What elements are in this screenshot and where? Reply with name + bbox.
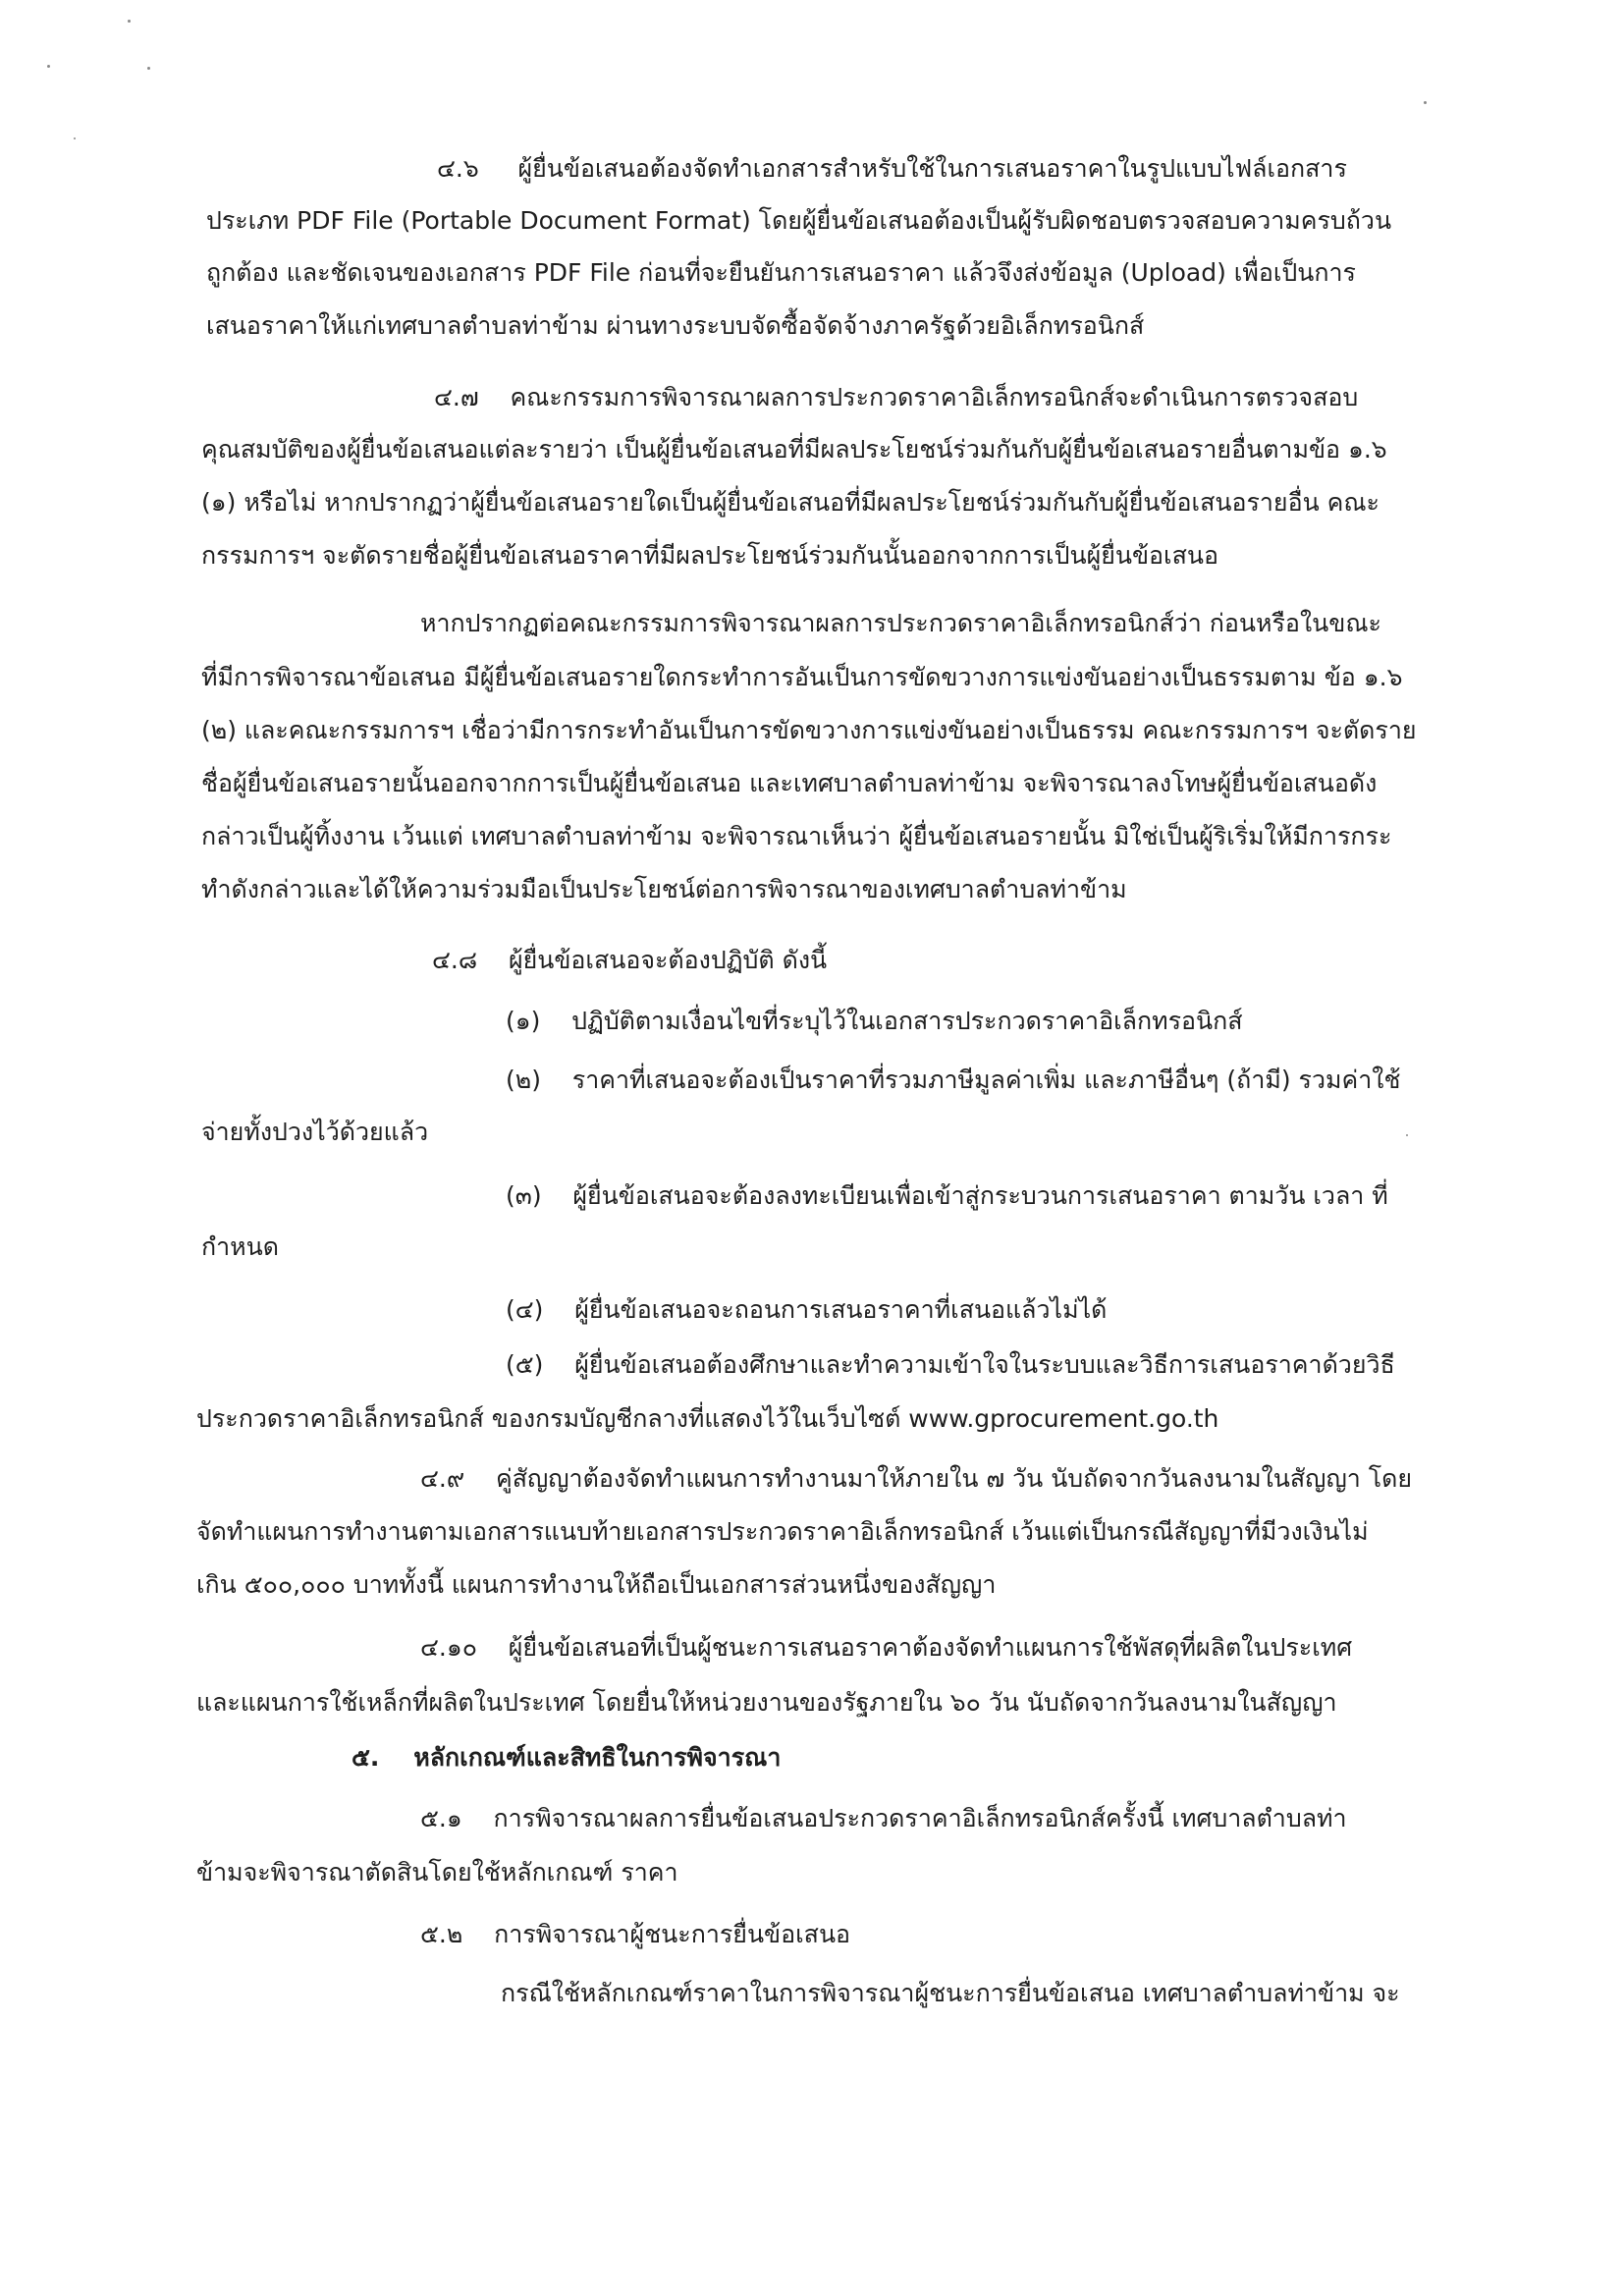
scan-speck [128,20,131,23]
scan-speck [47,65,50,68]
paragraph-line: (๑) หรือไม่ หากปรากฏว่าผู้ยื่นข้อเสนอรายใดเป็นผู้ยื่นข้อเสนอที่มีผลประโยชน์ร่วมกันกับผู้ยื่นข้อเสนอรายอื่น คณะ [201,488,1380,517]
paragraph-line: คุณสมบัติของผู้ยื่นข้อเสนอแต่ละรายว่า เป็นผู้ยื่นข้อเสนอที่มีผลประโยชน์ร่วมกันกับผู้ยื่นข้อเสนอรายอื่นตามข้อ ๑.๖ [201,435,1387,464]
paragraph-line: (๓) ผู้ยื่นข้อเสนอจะต้องลงทะเบียนเพื่อเข้าสู่กระบวนการเสนอราคา ตามวัน เวลา ที่ [506,1181,1388,1210]
paragraph-line: ที่มีการพิจารณาข้อเสนอ มีผู้ยื่นข้อเสนอรายใดกระทำการอันเป็นการขัดขวางการแข่งขันอย่างเป็นธรรมตาม ข้อ ๑.๖ [201,663,1403,691]
scan-speck [1424,101,1427,104]
paragraph-line: (๕) ผู้ยื่นข้อเสนอต้องศึกษาและทำความเข้าใจในระบบและวิธีการเสนอราคาด้วยวิธี [506,1350,1395,1379]
paragraph-line: ข้ามจะพิจารณาตัดสินโดยใช้หลักเกณฑ์ ราคา [196,1858,678,1886]
paragraph-line: เกิน ๕๐๐,๐๐๐ บาททั้งนี้ แผนการทำงานให้ถือเป็นเอกสารส่วนหนึ่งของสัญญา [196,1570,997,1599]
paragraph-line: กำหนด [201,1232,279,1261]
paragraph-line: (๑) ปฏิบัติตามเงื่อนไขที่ระบุไว้ในเอกสารประกวดราคาอิเล็กทรอนิกส์ [506,1007,1243,1035]
paragraph-line: ๔.๗ คณะกรรมการพิจารณาผลการประกวดราคาอิเล็กทรอนิกส์จะดำเนินการตรวจสอบ [434,383,1359,411]
scan-speck [74,137,76,139]
paragraph-line: (๔) ผู้ยื่นข้อเสนอจะถอนการเสนอราคาที่เสนอแล้วไม่ได้ [506,1295,1108,1324]
paragraph-line: ทำดังกล่าวและได้ให้ความร่วมมือเป็นประโยชน์ต่อการพิจารณาของเทศบาลตำบลท่าข้าม [201,875,1127,903]
paragraph-line: ๔.๑๐ ผู้ยื่นข้อเสนอที่เป็นผู้ชนะการเสนอราคาต้องจัดทำแผนการใช้พัสดุที่ผลิตในประเทศ [420,1633,1353,1662]
paragraph-line: เสนอราคาให้แก่เทศบาลตำบลท่าข้าม ผ่านทางระบบจัดซื้อจัดจ้างภาครัฐด้วยอิเล็กทรอนิกส์ [206,311,1145,340]
scan-speck [147,67,150,70]
paragraph-line: ๔.๘ ผู้ยื่นข้อเสนอจะต้องปฏิบัติ ดังนี้ [432,946,828,974]
paragraph-line: ชื่อผู้ยื่นข้อเสนอรายนั้นออกจากการเป็นผู้ยื่นข้อเสนอ และเทศบาลตำบลท่าข้าม จะพิจารณาลงโทษผู้ยื่นข้อเสนอดัง [201,769,1378,797]
paragraph-line: (๒) และคณะกรรมการฯ เชื่อว่ามีการกระทำอันเป็นการขัดขวางการแข่งขันอย่างเป็นธรรม คณะกรรมการฯ จะตัดราย [201,716,1417,744]
paragraph-line: ๔.๙ คู่สัญญาต้องจัดทำแผนการทำงานมาให้ภายใน ๗ วัน นับถัดจากวันลงนามในสัญญา โดย [420,1464,1413,1493]
paragraph-line: และแผนการใช้เหล็กที่ผลิตในประเทศ โดยยื่นให้หน่วยงานของรัฐภายใน ๖๐ วัน นับถัดจากวันลงนามในสัญญา [196,1688,1337,1717]
section-heading: ๕. หลักเกณฑ์และสิทธิในการพิจารณา [352,1743,782,1772]
paragraph-line: ถูกต้อง และชัดเจนของเอกสาร PDF File ก่อนที่จะยืนยันการเสนอราคา แล้วจึงส่งข้อมูล (Upload) เพื่อเป็นการ [206,258,1356,287]
scan-speck [1406,1134,1408,1136]
paragraph-line: จัดทำแผนการทำงานตามเอกสารแนบท้ายเอกสารประกวดราคาอิเล็กทรอนิกส์ เว้นแต่เป็นกรณีสัญญาที่มีวงเงินไม่ [196,1517,1369,1546]
paragraph-line: จ่ายทั้งปวงไว้ด้วยแล้ว [201,1118,429,1146]
paragraph-line: ประเภท PDF File (Portable Document Format) โดยผู้ยื่นข้อเสนอต้องเป็นผู้รับผิดชอบตรวจสอบความครบถ้วน [206,206,1392,235]
paragraph-line: กรณีใช้หลักเกณฑ์ราคาในการพิจารณาผู้ชนะการยื่นข้อเสนอ เทศบาลตำบลท่าข้าม จะ [501,1979,1400,2007]
paragraph-line: กล่าวเป็นผู้ทิ้งงาน เว้นแต่ เทศบาลตำบลท่าข้าม จะพิจารณาเห็นว่า ผู้ยื่นข้อเสนอรายนั้น มิใช่เป็นผู้ริเริ่มให้มีการกระ [201,822,1392,850]
paragraph-line: (๒) ราคาที่เสนอจะต้องเป็นราคาที่รวมภาษีมูลค่าเพิ่ม และภาษีอื่นๆ (ถ้ามี) รวมค่าใช้ [506,1066,1401,1094]
paragraph-line: ๕.๒ การพิจารณาผู้ชนะการยื่นข้อเสนอ [420,1920,851,1948]
paragraph-line: ๕.๑ การพิจารณาผลการยื่นข้อเสนอประกวดราคาอิเล็กทรอนิกส์ครั้งนี้ เทศบาลตำบลท่า [420,1804,1347,1832]
paragraph-line: กรรมการฯ จะตัดรายชื่อผู้ยื่นข้อเสนอราคาที่มีผลประโยชน์ร่วมกันนั้นออกจากการเป็นผู้ยื่นข้อเสนอ [201,541,1218,570]
paragraph-line: ประกวดราคาอิเล็กทรอนิกส์ ของกรมบัญชีกลางที่แสดงไว้ในเว็บไซต์ www.gprocurement.go.th [196,1404,1219,1433]
paragraph-line: หากปรากฏต่อคณะกรรมการพิจารณาผลการประกวดราคาอิเล็กทรอนิกส์ว่า ก่อนหรือในขณะ [420,609,1381,637]
paragraph-line: ๔.๖ ผู้ยื่นข้อเสนอต้องจัดทำเอกสารสำหรับใช้ในการเสนอราคาในรูปแบบไฟล์เอกสาร [437,154,1347,183]
